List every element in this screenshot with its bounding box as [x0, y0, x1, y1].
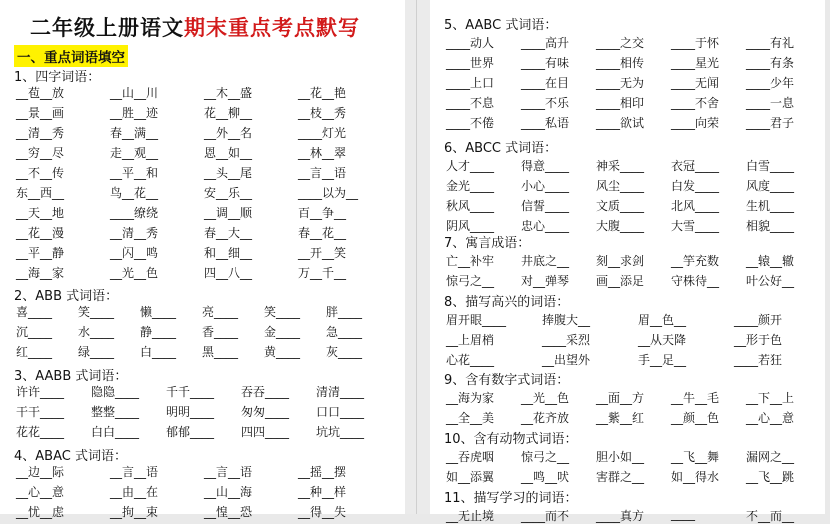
word-blank: __鸣__吠	[521, 470, 570, 484]
word-blank: 眉__色__	[638, 313, 687, 327]
word-blank: 和__细__	[204, 246, 253, 260]
word-blank: 沉____	[16, 325, 53, 339]
word-blank: ____世界	[446, 56, 495, 70]
word-blank: 隐隐____	[91, 385, 140, 399]
word-blank: 清清____	[316, 385, 365, 399]
word-blank: __海为家	[446, 391, 495, 405]
word-blank: 捧腹大__	[542, 313, 591, 327]
word-blank: ____若狂	[734, 353, 783, 367]
word-blank: __花齐放	[521, 411, 570, 425]
word-blank: 吞吞____	[241, 385, 290, 399]
word-blank: ____欲试	[596, 116, 645, 130]
word-blank: ____一息	[746, 96, 795, 110]
word-blank: 衣冠____	[671, 159, 720, 173]
right-page	[430, 0, 825, 523]
word-blank: ____真方	[596, 509, 645, 523]
word-blank: __言__语	[110, 465, 159, 479]
word-blank: 走__观__	[110, 146, 159, 160]
word-blank: ____不倦	[446, 116, 495, 130]
word-row	[16, 224, 392, 241]
section-heading: 7、寓言成语：	[444, 236, 531, 251]
word-blank: 神采____	[596, 159, 645, 173]
word-blank: ____不乐	[521, 96, 570, 110]
word-blank: ____动人	[446, 36, 495, 50]
word-blank: 水____	[78, 325, 115, 339]
word-blank: 文质____	[596, 199, 645, 213]
word-row	[16, 423, 391, 440]
word-blank: 鸟__花__	[110, 186, 159, 200]
word-row	[446, 389, 821, 406]
word-row	[446, 94, 821, 111]
word-blank: 白白____	[91, 425, 140, 439]
word-blank: ____有味	[521, 56, 570, 70]
word-blank: 懒____	[140, 305, 177, 319]
word-blank: ____有礼	[746, 36, 795, 50]
word-blank: __形于色	[734, 333, 783, 347]
word-blank: __平__和	[110, 166, 159, 180]
word-blank: ____以为__	[298, 186, 359, 200]
word-blank: 黑____	[202, 345, 239, 359]
word-blank: 匆匆____	[241, 405, 290, 419]
word-blank: 胆小如__	[596, 450, 645, 464]
word-row	[16, 483, 392, 500]
word-blank: ____而不	[521, 509, 570, 523]
word-row	[16, 104, 392, 121]
word-blank: __飞__跳	[746, 470, 795, 484]
word-row	[446, 448, 821, 465]
word-blank: ____采烈	[542, 333, 591, 347]
word-blank: ____星光	[671, 56, 720, 70]
word-row	[446, 252, 821, 269]
word-blank: __林__翠	[298, 146, 347, 160]
word-blank: ____相传	[596, 56, 645, 70]
word-blank: 大雪____	[671, 219, 720, 233]
section-heading: 5、AABC 式词语：	[444, 18, 558, 33]
word-row	[16, 383, 391, 400]
word-row	[16, 323, 388, 340]
word-blank: 风度____	[746, 179, 795, 193]
word-blank: 春__满__	[110, 126, 159, 140]
word-row	[16, 303, 388, 320]
word-blank: __下__上	[746, 391, 795, 405]
word-blank: 胖____	[326, 305, 363, 319]
word-blank: 井底之__	[521, 254, 570, 268]
word-blank: __外__名	[204, 126, 253, 140]
word-row	[16, 204, 392, 221]
word-blank: __平__静	[16, 246, 65, 260]
word-blank: 整整____	[91, 405, 140, 419]
word-row	[16, 503, 392, 520]
word-blank: __言__语	[298, 166, 347, 180]
word-blank: 急____	[326, 325, 363, 339]
word-blank: ____有条	[746, 56, 795, 70]
word-blank: __调__顺	[204, 206, 253, 220]
word-blank: 绿____	[78, 345, 115, 359]
word-blank: __光__色	[110, 266, 159, 280]
word-blank: ____无为	[596, 76, 645, 90]
section-heading: 1、四字词语：	[14, 70, 101, 85]
word-blank: __清__秀	[110, 226, 159, 240]
word-blank: 静____	[140, 325, 177, 339]
gutter-divider	[416, 0, 417, 514]
word-blank: 大腹____	[596, 219, 645, 233]
word-blank: 漏网之__	[746, 450, 795, 464]
word-row	[16, 244, 392, 261]
word-blank: ____君子	[746, 116, 795, 130]
word-blank: __摇__摆	[298, 465, 347, 479]
word-blank: __天__地	[16, 206, 65, 220]
word-blank: ____于怀	[671, 36, 720, 50]
word-blank: 惊弓之__	[521, 450, 570, 464]
word-blank: ____之交	[596, 36, 645, 50]
word-row	[16, 463, 392, 480]
word-blank: __言__语	[204, 465, 253, 479]
word-row	[16, 343, 388, 360]
word-row	[446, 74, 821, 91]
word-blank: __光__色	[521, 391, 570, 405]
word-blank: __拘__束	[110, 505, 159, 519]
word-blank: __景__画	[16, 106, 65, 120]
title-red: 期末重点考点默写	[184, 15, 360, 40]
section-heading: 10、含有动物式词语：	[444, 432, 578, 447]
word-blank: 不__而__	[746, 509, 795, 523]
word-row	[446, 331, 830, 348]
word-blank: 眉开眼____	[446, 313, 507, 327]
word-blank: 亡__补牢	[446, 254, 495, 268]
word-blank: 白____	[140, 345, 177, 359]
word-row	[446, 468, 821, 485]
word-blank: __从天降	[638, 333, 687, 347]
word-blank: __山__川	[110, 86, 159, 100]
word-row	[446, 272, 821, 289]
word-blank: __心__意	[16, 485, 65, 499]
word-blank: __忧__虑	[16, 505, 65, 519]
word-blank: 风尘____	[596, 179, 645, 193]
word-blank: 春__花__	[298, 226, 347, 240]
word-blank: 金____	[264, 325, 301, 339]
word-blank: 秋风____	[446, 199, 495, 213]
word-blank: 万__千__	[298, 266, 347, 280]
word-blank: 坑坑____	[316, 425, 365, 439]
word-blank: 笑____	[264, 305, 301, 319]
word-row	[446, 114, 821, 131]
word-blank: __飞__舞	[671, 450, 720, 464]
word-blank: 画__添足	[596, 274, 645, 288]
word-blank: 北风____	[671, 199, 720, 213]
word-blank: __花__艳	[298, 86, 347, 100]
word-row	[16, 403, 391, 420]
word-blank: __闪__鸣	[110, 246, 159, 260]
word-blank: 刻__求剑	[596, 254, 645, 268]
word-blank: __不__传	[16, 166, 65, 180]
word-blank: 信誓____	[521, 199, 570, 213]
word-blank: 忠心____	[521, 219, 570, 233]
word-blank: 明明____	[166, 405, 215, 419]
word-row	[446, 351, 830, 368]
word-blank: 香____	[202, 325, 239, 339]
word-blank: 灰____	[326, 345, 363, 359]
word-row	[16, 184, 392, 201]
word-blank: 小心____	[521, 179, 570, 193]
section-heading: 6、ABCC 式词语：	[444, 141, 558, 156]
word-blank: ____在目	[521, 76, 570, 90]
word-blank: ____上口	[446, 76, 495, 90]
word-blank: 花__柳__	[204, 106, 253, 120]
section-heading: 8、描写高兴的词语：	[444, 295, 570, 310]
word-blank: __紫__红	[596, 411, 645, 425]
section-heading: 3、AABB 式词语：	[14, 369, 128, 384]
word-blank: __头__尾	[204, 166, 253, 180]
word-blank: 阴风____	[446, 219, 495, 233]
word-blank: __无止境	[446, 509, 495, 523]
word-blank: __种__样	[298, 485, 347, 499]
word-blank: 许许____	[16, 385, 65, 399]
word-blank: ____相印	[596, 96, 645, 110]
word-blank: 亮____	[202, 305, 239, 319]
word-blank: 百__争__	[298, 206, 347, 220]
word-blank: 四四____	[241, 425, 290, 439]
word-blank: ____高升	[521, 36, 570, 50]
word-row	[446, 311, 830, 328]
word-blank: 红____	[16, 345, 53, 359]
word-blank: __心__意	[746, 411, 795, 425]
word-blank: 人才____	[446, 159, 495, 173]
word-blank: 生机____	[746, 199, 795, 213]
word-blank: __上眉梢	[446, 333, 495, 347]
word-blank: 惊弓之__	[446, 274, 495, 288]
word-blank: __颜__色	[671, 411, 720, 425]
word-blank: __穷__尽	[16, 146, 65, 160]
word-blank: 害群之__	[596, 470, 645, 484]
word-row	[16, 144, 392, 161]
page-gutter	[405, 0, 430, 514]
word-blank: 恩__如__	[204, 146, 253, 160]
word-blank: __牛__毛	[671, 391, 720, 405]
word-blank: 叶公好__	[746, 274, 795, 288]
word-blank: __竽充数	[671, 254, 720, 268]
word-blank: __山__海	[204, 485, 253, 499]
title-black: 二年级上册语文	[30, 15, 184, 40]
word-blank: __吞虎咽	[446, 450, 495, 464]
word-blank: 相貌____	[746, 219, 795, 233]
word-blank: __花__漫	[16, 226, 65, 240]
word-blank: ____向荣	[671, 116, 720, 130]
word-blank: __全__美	[446, 411, 495, 425]
left-page	[0, 0, 405, 519]
word-blank: 四__八__	[204, 266, 253, 280]
word-blank: __得__失	[298, 505, 347, 519]
word-row	[16, 124, 392, 141]
word-blank: __出望外	[542, 353, 591, 367]
word-blank: ____无闻	[671, 76, 720, 90]
word-blank: __海__家	[16, 266, 65, 280]
word-blank: 守株待__	[671, 274, 720, 288]
word-blank: 千千____	[166, 385, 215, 399]
word-blank: 干干____	[16, 405, 65, 419]
word-blank: 安__乐__	[204, 186, 253, 200]
word-blank: 对__弹琴	[521, 274, 570, 288]
word-blank: 笑____	[78, 305, 115, 319]
word-row	[446, 197, 821, 214]
section-heading: 4、ABAC 式词语：	[14, 449, 127, 464]
word-blank: 手__足__	[638, 353, 687, 367]
word-blank: 花花____	[16, 425, 65, 439]
word-blank: 得意____	[521, 159, 570, 173]
section-heading: 9、含有数字式词语：	[444, 373, 570, 388]
word-blank: __清__秀	[16, 126, 65, 140]
word-blank: ____颜开	[734, 313, 783, 327]
word-row	[16, 84, 392, 101]
word-row	[446, 34, 821, 51]
document-title	[30, 12, 360, 42]
word-blank: __面__方	[596, 391, 645, 405]
word-blank: ____不舍	[671, 96, 720, 110]
word-row	[446, 54, 821, 71]
word-blank: __胜__迹	[110, 106, 159, 120]
word-blank: ____	[671, 507, 695, 521]
word-blank: __开__笑	[298, 246, 347, 260]
word-blank: 喜____	[16, 305, 53, 319]
highlight-heading: 一、重点词语填空	[14, 45, 128, 67]
word-row	[446, 409, 821, 426]
word-blank: __木__盛	[204, 86, 253, 100]
word-blank: 心花____	[446, 353, 495, 367]
word-row	[16, 264, 392, 281]
word-blank: 口口____	[316, 405, 365, 419]
word-row	[446, 177, 821, 194]
word-blank: __辕__辙	[746, 254, 795, 268]
word-blank: ____少年	[746, 76, 795, 90]
word-row	[446, 157, 821, 174]
word-blank: 东__西__	[16, 186, 65, 200]
word-blank: ____缭绕	[110, 206, 159, 220]
word-blank: ____私语	[521, 116, 570, 130]
word-blank: ____不息	[446, 96, 495, 110]
word-blank: 黄____	[264, 345, 301, 359]
word-blank: __枝__秀	[298, 106, 347, 120]
word-row	[16, 164, 392, 181]
word-blank: 郁郁____	[166, 425, 215, 439]
section-heading: 2、ABB 式词语：	[14, 289, 119, 304]
word-blank: __惶__恐	[204, 505, 253, 519]
word-blank: 春__大__	[204, 226, 253, 240]
word-blank: 白发____	[671, 179, 720, 193]
word-blank: __由__在	[110, 485, 159, 499]
word-blank: __苞__放	[16, 86, 65, 100]
word-blank: 如__添翼	[446, 470, 495, 484]
word-blank: __边__际	[16, 465, 65, 479]
word-blank: 白雪____	[746, 159, 795, 173]
word-blank: 如__得水	[671, 470, 720, 484]
word-blank: ____灯光	[298, 126, 347, 140]
word-blank: 金光____	[446, 179, 495, 193]
section-heading: 11、描写学习的词语：	[444, 491, 578, 506]
word-row	[446, 507, 821, 524]
